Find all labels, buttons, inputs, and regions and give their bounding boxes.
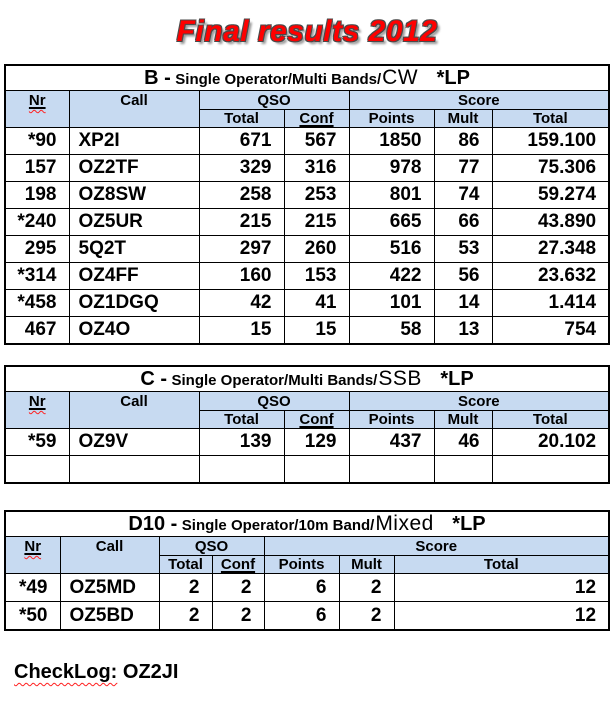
table-row bbox=[5, 429, 609, 456]
cell-mult: 77 bbox=[434, 155, 492, 182]
cell-call: OZ5MD bbox=[60, 574, 159, 602]
checklog-value: OZ2JI bbox=[122, 661, 179, 683]
col-header-points: Points bbox=[264, 556, 339, 574]
table-row bbox=[5, 182, 609, 209]
category-text: Single Operator/Multi Bands/ bbox=[171, 372, 378, 389]
cell-total bbox=[492, 456, 609, 484]
cell-mult: 2 bbox=[339, 602, 394, 631]
col-header-qso: QSO bbox=[199, 392, 349, 411]
cell-total: 75.306 bbox=[492, 155, 609, 182]
table-b bbox=[4, 64, 610, 345]
cell-qso-conf: 2 bbox=[212, 574, 264, 602]
cell-total: 27.348 bbox=[492, 236, 609, 263]
col-header-qso-conf bbox=[284, 411, 349, 429]
cell-nr: *240 bbox=[5, 209, 69, 236]
checklog-label: CheckLog: bbox=[14, 661, 118, 683]
cell-call: OZ4FF bbox=[69, 263, 199, 290]
cell-qso-total: 215 bbox=[199, 209, 284, 236]
cell-points: 6 bbox=[264, 602, 339, 631]
cell-total: 12 bbox=[394, 574, 609, 602]
cell-nr: 198 bbox=[5, 182, 69, 209]
cell-mult: 66 bbox=[434, 209, 492, 236]
col-header-nr bbox=[5, 91, 69, 128]
category-power: *LP bbox=[436, 67, 470, 89]
table-row-empty bbox=[5, 456, 609, 484]
cell-qso-total: 42 bbox=[199, 290, 284, 317]
cell-points: 978 bbox=[349, 155, 434, 182]
cell-points: 101 bbox=[349, 290, 434, 317]
cell-mult: 53 bbox=[434, 236, 492, 263]
cell-qso-total: 160 bbox=[199, 263, 284, 290]
table-row bbox=[5, 290, 609, 317]
cell-points: 422 bbox=[349, 263, 434, 290]
page-title: Final results 2012 bbox=[176, 15, 438, 48]
col-header-call: Call bbox=[60, 537, 159, 574]
cell-qso-conf: 153 bbox=[284, 263, 349, 290]
cell-total: 159.100 bbox=[492, 128, 609, 155]
col-header-qso: QSO bbox=[159, 537, 264, 556]
category-power: *LP bbox=[452, 513, 486, 535]
cell-qso-conf: 41 bbox=[284, 290, 349, 317]
table-c-category bbox=[5, 366, 609, 392]
table-c bbox=[4, 365, 610, 484]
cell-mult: 74 bbox=[434, 182, 492, 209]
col-header-mult: Mult bbox=[434, 110, 492, 128]
cell-call: OZ4O bbox=[69, 317, 199, 345]
cell-points: 6 bbox=[264, 574, 339, 602]
cell-total: 59.274 bbox=[492, 182, 609, 209]
col-header-mult: Mult bbox=[339, 556, 394, 574]
category-text: Single Operator/Multi Bands/ bbox=[175, 71, 382, 88]
category-mode: CW bbox=[382, 66, 419, 89]
cell-points bbox=[349, 456, 434, 484]
cell-points: 437 bbox=[349, 429, 434, 456]
col-header-nr bbox=[5, 537, 60, 574]
col-header-qso-total: Total bbox=[159, 556, 212, 574]
cell-call: OZ8SW bbox=[69, 182, 199, 209]
col-header-points: Points bbox=[349, 110, 434, 128]
cell-qso-total: 2 bbox=[159, 574, 212, 602]
cell-total: 1.414 bbox=[492, 290, 609, 317]
cell-qso-total: 15 bbox=[199, 317, 284, 345]
cell-call: OZ1DGQ bbox=[69, 290, 199, 317]
cell-qso-conf bbox=[284, 456, 349, 484]
col-header-mult: Mult bbox=[434, 411, 492, 429]
col-header-conf-label: Conf bbox=[220, 556, 256, 573]
cell-qso-conf: 316 bbox=[284, 155, 349, 182]
table-row bbox=[5, 209, 609, 236]
table-row bbox=[5, 128, 609, 155]
cell-qso-conf: 129 bbox=[284, 429, 349, 456]
cell-qso-conf: 567 bbox=[284, 128, 349, 155]
col-header-score: Score bbox=[349, 392, 609, 411]
cell-points: 58 bbox=[349, 317, 434, 345]
cell-mult: 46 bbox=[434, 429, 492, 456]
col-header-nr-label: Nr bbox=[28, 393, 46, 410]
category-text: Single Operator/10m Band/ bbox=[181, 517, 375, 534]
cell-call: OZ5UR bbox=[69, 209, 199, 236]
cell-nr: *50 bbox=[5, 602, 60, 631]
cell-qso-conf: 253 bbox=[284, 182, 349, 209]
table-d10-category bbox=[5, 511, 609, 537]
cell-call: 5Q2T bbox=[69, 236, 199, 263]
cell-qso-conf: 260 bbox=[284, 236, 349, 263]
col-header-call: Call bbox=[69, 91, 199, 128]
col-header-qso-conf bbox=[284, 110, 349, 128]
cell-call: OZ9V bbox=[69, 429, 199, 456]
table-b-category bbox=[5, 65, 609, 91]
cell-qso-conf: 215 bbox=[284, 209, 349, 236]
cell-total: 23.632 bbox=[492, 263, 609, 290]
col-header-qso-total: Total bbox=[199, 110, 284, 128]
cell-qso-total: 297 bbox=[199, 236, 284, 263]
cell-mult: 14 bbox=[434, 290, 492, 317]
cell-total: 20.102 bbox=[492, 429, 609, 456]
table-c-category-row bbox=[5, 366, 609, 392]
table-d10-category-row bbox=[5, 511, 609, 537]
category-mode: SSB bbox=[378, 367, 422, 390]
col-header-call: Call bbox=[69, 392, 199, 429]
category-mode: Mixed bbox=[375, 512, 434, 535]
table-row bbox=[5, 263, 609, 290]
cell-points: 665 bbox=[349, 209, 434, 236]
cell-qso-total: 258 bbox=[199, 182, 284, 209]
col-header-score: Score bbox=[264, 537, 609, 556]
table-row bbox=[5, 602, 609, 631]
category-power: *LP bbox=[440, 368, 474, 390]
col-header-qso-conf bbox=[212, 556, 264, 574]
col-header-nr bbox=[5, 392, 69, 429]
cell-qso-total: 2 bbox=[159, 602, 212, 631]
table-row bbox=[5, 317, 609, 345]
checklog-line bbox=[14, 661, 614, 684]
category-prefix: C - bbox=[140, 368, 168, 390]
cell-call: OZ5BD bbox=[60, 602, 159, 631]
table-d10 bbox=[4, 510, 610, 631]
cell-nr bbox=[5, 456, 69, 484]
header-row-1 bbox=[5, 537, 609, 556]
cell-nr: 467 bbox=[5, 317, 69, 345]
cell-mult bbox=[434, 456, 492, 484]
category-prefix: D10 - bbox=[128, 513, 178, 535]
cell-mult: 56 bbox=[434, 263, 492, 290]
cell-nr: *49 bbox=[5, 574, 60, 602]
header-row-1 bbox=[5, 91, 609, 110]
cell-total: 43.890 bbox=[492, 209, 609, 236]
col-header-nr-label: Nr bbox=[28, 92, 46, 109]
results-document bbox=[0, 14, 614, 703]
cell-nr: 295 bbox=[5, 236, 69, 263]
cell-call: OZ2TF bbox=[69, 155, 199, 182]
cell-nr: 157 bbox=[5, 155, 69, 182]
col-header-nr-label: Nr bbox=[24, 538, 42, 555]
cell-mult: 2 bbox=[339, 574, 394, 602]
cell-points: 1850 bbox=[349, 128, 434, 155]
cell-qso-total: 671 bbox=[199, 128, 284, 155]
cell-points: 516 bbox=[349, 236, 434, 263]
col-header-qso: QSO bbox=[199, 91, 349, 110]
col-header-score: Score bbox=[349, 91, 609, 110]
cell-qso-conf: 15 bbox=[284, 317, 349, 345]
cell-qso-total bbox=[199, 456, 284, 484]
cell-nr: *314 bbox=[5, 263, 69, 290]
col-header-points: Points bbox=[349, 411, 434, 429]
table-row bbox=[5, 155, 609, 182]
col-header-conf-label: Conf bbox=[299, 411, 334, 428]
cell-mult: 13 bbox=[434, 317, 492, 345]
header-row-1 bbox=[5, 392, 609, 411]
col-header-conf-label: Conf bbox=[299, 110, 334, 127]
cell-points: 801 bbox=[349, 182, 434, 209]
cell-nr: *90 bbox=[5, 128, 69, 155]
cell-call bbox=[69, 456, 199, 484]
cell-total: 754 bbox=[492, 317, 609, 345]
col-header-score-total: Total bbox=[492, 411, 609, 429]
cell-qso-conf: 2 bbox=[212, 602, 264, 631]
cell-total: 12 bbox=[394, 602, 609, 631]
cell-call: XP2I bbox=[69, 128, 199, 155]
col-header-qso-total: Total bbox=[199, 411, 284, 429]
cell-nr: *59 bbox=[5, 429, 69, 456]
cell-nr: *458 bbox=[5, 290, 69, 317]
col-header-score-total: Total bbox=[394, 556, 609, 574]
table-row bbox=[5, 236, 609, 263]
cell-qso-total: 329 bbox=[199, 155, 284, 182]
table-row bbox=[5, 574, 609, 602]
col-header-score-total: Total bbox=[492, 110, 609, 128]
category-prefix: B - bbox=[144, 67, 171, 89]
cell-qso-total: 139 bbox=[199, 429, 284, 456]
table-b-category-row bbox=[5, 65, 609, 91]
cell-mult: 86 bbox=[434, 128, 492, 155]
